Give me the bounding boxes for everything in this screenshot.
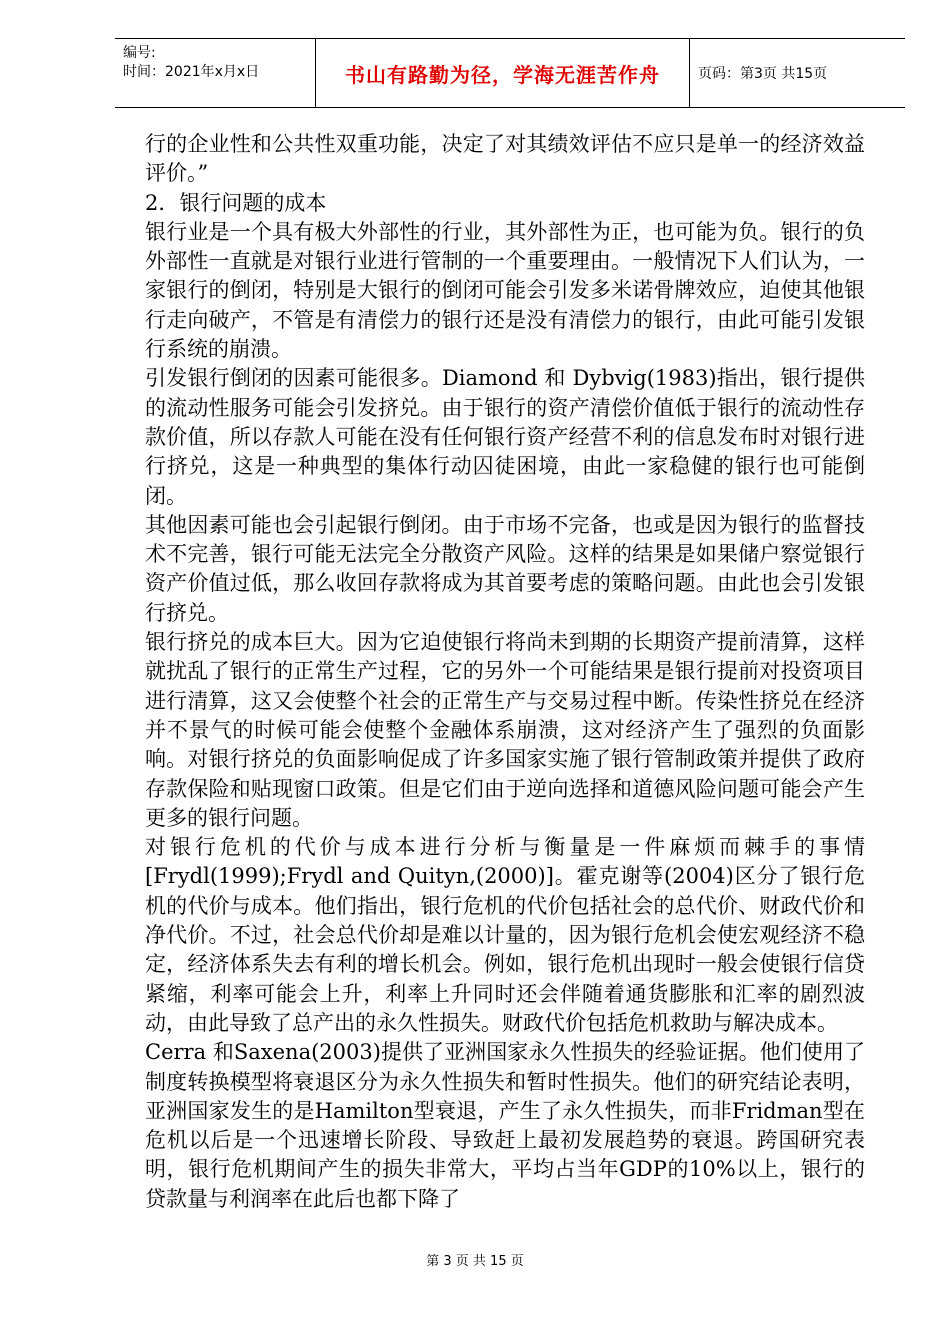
page-footer: 第 3 页 共 15 页 — [426, 1254, 524, 1269]
section-heading: 2．银行问题的成本 — [145, 190, 327, 215]
page-header — [115, 38, 905, 108]
paragraph: 银行挤兑的成本巨大。因为它迫使银行将尚未到期的长期资产提前清算，这样就扰乱了银行的正常生产过程，它的另外一个可能结果是银行提前对投资项目进行清算，这又会使整个社会的正常生产与交易过程中断。传染性挤兑在经济并不景气的时候可能会使整个金融体系崩溃，这对经济产生了强烈的负面影响。对银行挤兑的负面影响促成了许多国家实施了银行管制政策并提供了政府存款保险和贴现窗口政策。但是它们由于逆向选择和道德风险问题可能会产生更多的银行问题。 — [145, 630, 865, 830]
header-meta — [115, 39, 315, 107]
header-page-info: 页码：第3页 共15页 — [698, 66, 828, 82]
paragraph: 行的企业性和公共性双重功能，决定了对其绩效评估不应只是单一的经济效益评价。” — [145, 132, 865, 186]
document-body — [145, 130, 865, 1214]
paragraph: 对银行危机的代价与成本进行分析与衡量是一件麻烦而棘手的事情[Frydl(1999);Frydl and Quityn,(2000)]。霍克谢等(2004)区分了银行危机的代价与成本。他们指出，银行危机的代价包括社会的总代价、财政代价和净代价。不过，社会总代价却是难以计量的，因为银行危机会使宏观经济不稳定，经济体系失去有利的增长机会。例如，银行危机出现时一般会使银行信贷紧缩，利率可能会上升，利率上升同时还会伴随着通货膨胀和汇率的剧烈波动，由此导致了总产出的永久性损失。财政代价包括危机救助与解决成本。 — [145, 835, 865, 1035]
header-motto: 书山有路勤为径，学海无涯苦作舟 — [345, 62, 660, 87]
header-motto-cell — [315, 39, 690, 107]
document-number-label: 编号: — [123, 45, 156, 61]
paragraph: 银行业是一个具有极大外部性的行业，其外部性为正，也可能为负。银行的负外部性一直就是对银行业进行管制的一个重要理由。一般情况下人们认为，一家银行的倒闭，特别是大银行的倒闭可能会引发多米诺骨牌效应，迫使其他银行走向破产，不管是有清偿力的银行还是没有清偿力的银行，由此可能引发银行系统的崩溃。 — [145, 219, 865, 362]
paragraph: 引发银行倒闭的因素可能很多。Diamond 和 Dybvig(1983)指出，银行提供的流动性服务可能会引发挤兑。由于银行的资产清偿价值低于银行的流动性存款价值，所以存款人可能在没有任何银行资产经营不利的信息发布时对银行进行挤兑，这是一种典型的集体行动囚徒困境，由此一家稳健的银行也可能倒闭。 — [145, 366, 865, 508]
header-page-info-cell — [690, 39, 905, 107]
document-time-label: 时间：2021年x月x日 — [123, 64, 260, 80]
paragraph: Cerra 和Saxena(2003)提供了亚洲国家永久性损失的经验证据。他们使用了制度转换模型将衰退区分为永久性损失和暂时性损失。他们的研究结论表明，亚洲国家发生的是Hamilton型衰退，产生了永久性损失，而非Fridman型在危机以后是一个迅速增长阶段、导致赶上最初发展趋势的衰退。跨国研究表明，银行危机期间产生的损失非常大，平均占当年GDP的10%以上，银行的贷款量与利润率在此后也都下降了 — [145, 1040, 865, 1211]
paragraph: 其他因素可能也会引起银行倒闭。由于市场不完备，也或是因为银行的监督技术不完善，银行可能无法完全分散资产风险。这样的结果是如果储户察觉银行资产价值过低，那么收回存款将成为其首要考虑的策略问题。由此也会引发银行挤兑。 — [145, 512, 865, 625]
